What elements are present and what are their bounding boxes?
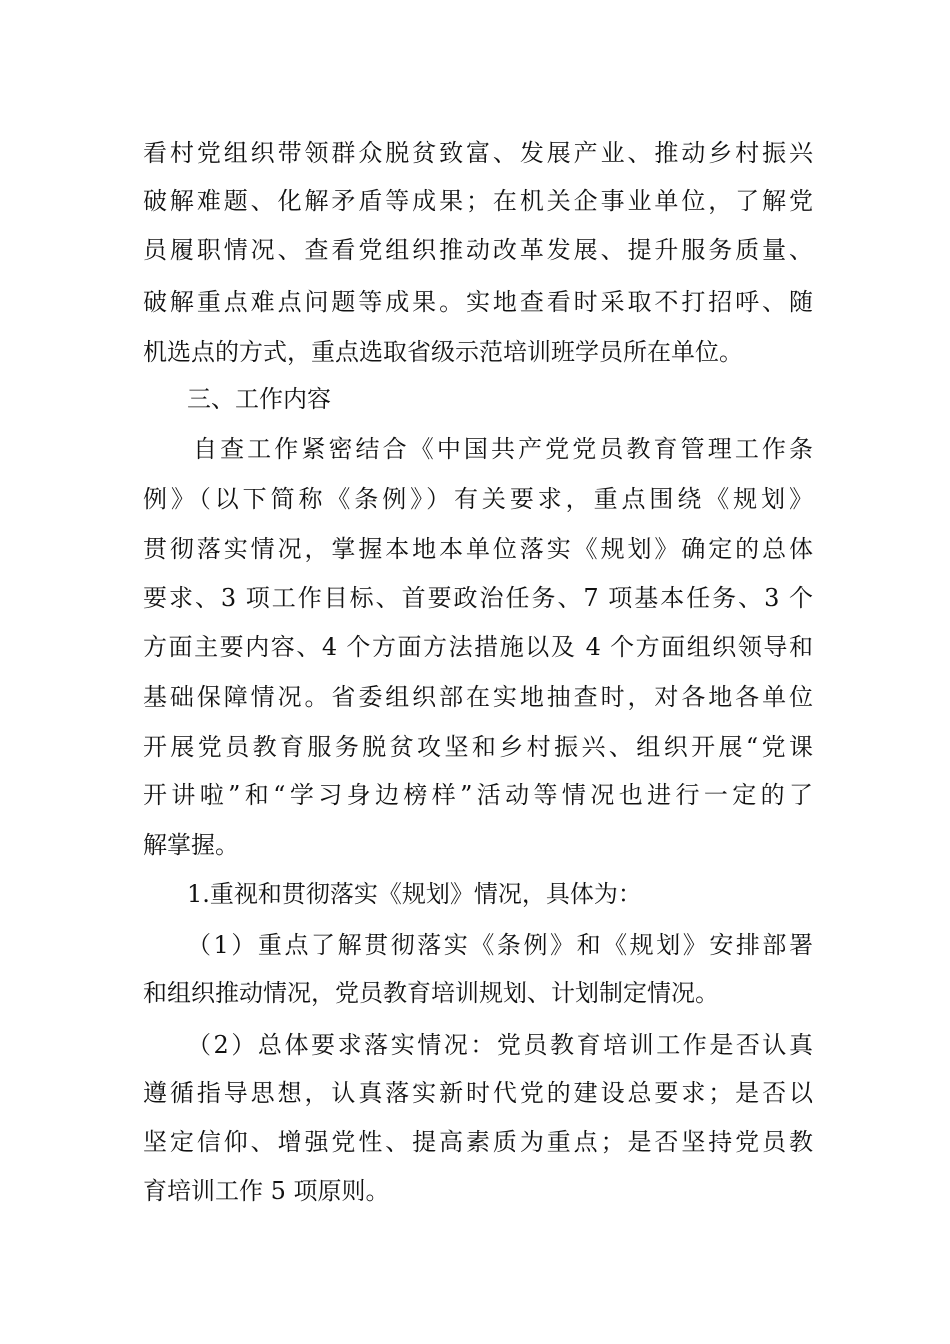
subsection-heading: 1.重视和贯彻落实《规划》情况，具体为：: [187, 880, 642, 908]
body-line: （2）总体要求落实情况：党员教育培训工作是否认真: [187, 1031, 813, 1059]
body-line: 和组织推动情况，党员教育培训规划、计划制定情况。: [143, 979, 719, 1007]
body-line: 开讲啦”和“学习身边榜样”活动等情况也进行一定的了: [143, 781, 813, 809]
body-line: 要求、3 项工作目标、首要政治任务、7 项基本任务、3 个: [143, 584, 813, 612]
body-line: 贯彻落实情况，掌握本地本单位落实《规划》确定的总体: [143, 535, 813, 563]
section-heading: 三、工作内容: [187, 385, 331, 413]
body-line: 自查工作紧密结合《中国共产党党员教育管理工作条: [193, 435, 813, 463]
body-line: 例》（以下简称《条例》）有关要求，重点围绕《规划》: [143, 485, 813, 513]
body-line: 看村党组织带领群众脱贫致富、发展产业、推动乡村振兴: [143, 139, 813, 167]
body-line: 破解难题、化解矛盾等成果；在机关企事业单位，了解党: [143, 187, 813, 215]
body-line: 开展党员教育服务脱贫攻坚和乡村振兴、组织开展“党课: [143, 733, 813, 761]
body-line: 解掌握。: [143, 831, 239, 859]
body-line: 育培训工作 5 项原则。: [143, 1177, 390, 1205]
body-line: 方面主要内容、4 个方面方法措施以及 4 个方面组织领导和: [143, 633, 813, 661]
body-line: 坚定信仰、增强党性、提高素质为重点；是否坚持党员教: [143, 1128, 813, 1156]
body-line: 员履职情况、查看党组织推动改革发展、提升服务质量、: [143, 236, 813, 264]
body-line: 遵循指导思想，认真落实新时代党的建设总要求；是否以: [143, 1079, 813, 1107]
body-line: 基础保障情况。省委组织部在实地抽查时，对各地各单位: [143, 683, 813, 711]
body-line: 破解重点难点问题等成果。实地查看时采取不打招呼、随: [143, 288, 813, 316]
body-line: 机选点的方式，重点选取省级示范培训班学员所在单位。: [143, 338, 743, 366]
body-line: （1）重点了解贯彻落实《条例》和《规划》安排部署: [187, 931, 813, 959]
